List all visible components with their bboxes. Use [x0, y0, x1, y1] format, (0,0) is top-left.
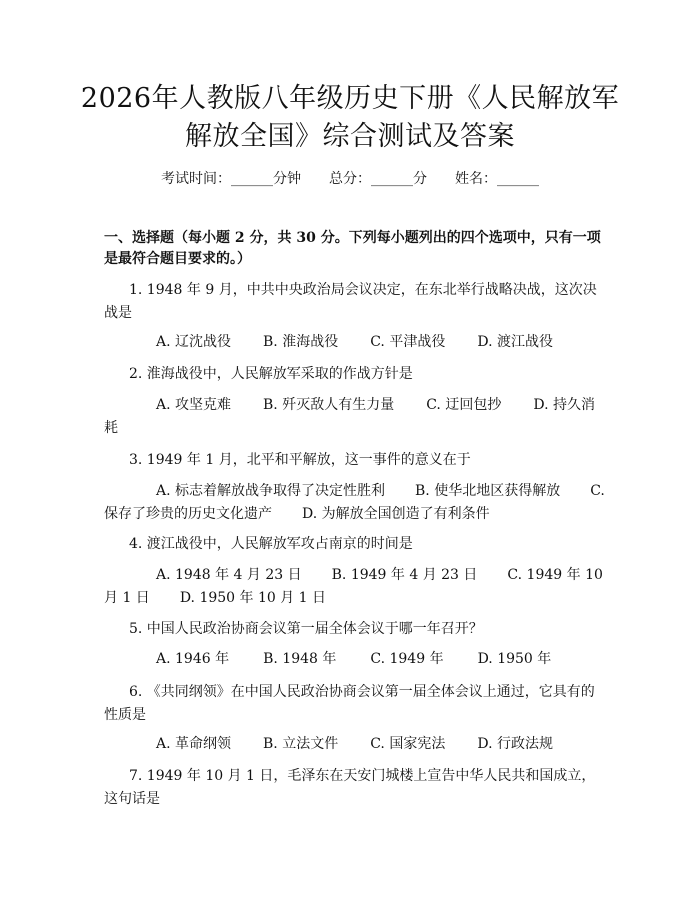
- option-b: B. 立法文件: [263, 736, 339, 752]
- option-d: D. 行政法规: [477, 736, 553, 752]
- question-3-options: [104, 480, 606, 526]
- question-4-options: [104, 564, 606, 610]
- section-heading: 一、选择题（每小题 2 分，共 30 分。下列每小题列出的四个选项中，只有一项是最符合题目要求的。）: [104, 230, 601, 267]
- question-4: 4. 渡江战役中，人民解放军攻占南京的时间是: [129, 536, 413, 552]
- option-c: C. 1949 年: [370, 651, 444, 667]
- page-title-line-2: 解放全国》综合测试及答案: [185, 121, 515, 152]
- option-d: D. 渡江战役: [477, 334, 553, 350]
- option-a: A. 1946 年: [156, 651, 230, 667]
- question-3: 3. 1949 年 1 月，北平和平解放，这一事件的意义在于: [129, 452, 471, 468]
- question-7: 7. 1949 年 10 月 1 日，毛泽东在天安门城楼上宣告中华人民共和国成立，这句话是: [104, 768, 596, 807]
- option-b: B. 1948 年: [263, 651, 337, 667]
- question-2: 2. 淮海战役中，人民解放军采取的作战方针是: [129, 366, 413, 382]
- option-d: D. 为解放全国创造了有利条件: [302, 506, 490, 522]
- student-name-field: 姓名：______: [455, 171, 539, 187]
- exam-meta: [0, 168, 700, 188]
- option-a: A. 攻坚克难: [156, 397, 232, 413]
- option-b: B. 使华北地区获得解放: [415, 483, 561, 499]
- question-6-options: [104, 733, 606, 756]
- exam-time-field: 考试时间：______分钟: [161, 171, 301, 187]
- option-b: B. 歼灭敌人有生力量: [263, 397, 395, 413]
- question-1-options: [104, 331, 606, 354]
- option-c: C. 1949 年 10 月 1 日: [104, 567, 603, 606]
- option-a: A. 辽沈战役: [156, 334, 232, 350]
- option-c: C. 迂回包抄: [426, 397, 502, 413]
- question-1: 1. 1948 年 9 月，中共中央政治局会议决定，在东北举行战略决战，这次决战是: [104, 282, 597, 321]
- option-d: D. 1950 年: [477, 651, 552, 667]
- option-c: C. 平津战役: [370, 334, 446, 350]
- option-a: A. 标志着解放战争取得了决定性胜利: [156, 483, 386, 499]
- option-c: C. 保存了珍贵的历史文化遗产: [104, 483, 605, 522]
- question-5-options: [104, 648, 606, 671]
- option-d: D. 1950 年 10 月 1 日: [179, 590, 327, 606]
- option-a: A. 1948 年 4 月 23 日: [156, 567, 302, 583]
- option-a: A. 革命纲领: [156, 736, 232, 752]
- question-5: 5. 中国人民政治协商会议第一届全体会议于哪一年召开？: [129, 621, 483, 637]
- question-2-options: [104, 394, 606, 440]
- option-d: D. 持久消耗: [104, 397, 595, 436]
- option-c: C. 国家宪法: [370, 736, 446, 752]
- page-title-line-1: 2026年人教版八年级历史下册《人民解放军: [80, 83, 620, 114]
- question-6: 6. 《共同纲领》在中国人民政治协商会议第一届全体会议上通过，它具有的性质是: [104, 684, 595, 723]
- option-b: B. 1949 年 4 月 23 日: [331, 567, 478, 583]
- option-b: B. 淮海战役: [263, 334, 339, 350]
- total-score-field: 总分：______分: [329, 171, 427, 187]
